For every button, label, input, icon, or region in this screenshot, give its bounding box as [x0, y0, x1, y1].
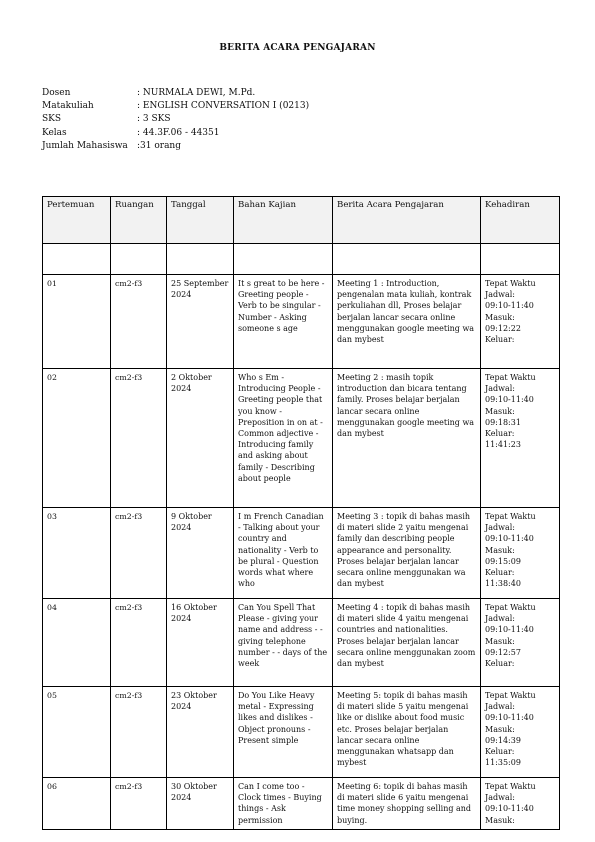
info-row-kelas [42, 127, 309, 140]
kehadiran-line: Masuk: [485, 545, 515, 555]
kehadiran-line: 09:10-11:40 [485, 804, 534, 814]
kehadiran-line: Keluar: [485, 429, 515, 439]
cell-tanggal: 25 September 2024 [167, 275, 234, 369]
header-ruangan: Ruangan [111, 197, 167, 244]
table-row [43, 369, 560, 508]
kehadiran-line: 11:41:23 [485, 440, 521, 450]
cell-kehadiran [481, 369, 560, 508]
kehadiran-line: 09:12:22 [485, 323, 521, 333]
cell-tanggal: 23 Oktober 2024 [167, 687, 234, 778]
cell-pertemuan: 05 [43, 687, 111, 778]
cell-pertemuan: 02 [43, 369, 111, 508]
cell-bahan-kajian: Do You Like Heavy metal - Expressing likes and dislikes - Object pronouns - Present simple [234, 687, 333, 778]
kehadiran-line: 11:38:40 [485, 579, 521, 589]
course-info [42, 87, 309, 153]
cell-kehadiran [481, 508, 560, 599]
cell-ruangan: cm2-f3 [111, 778, 167, 830]
info-row-sks [42, 113, 309, 126]
kehadiran-line: 09:10-11:40 [485, 625, 534, 635]
cell-pertemuan: 06 [43, 778, 111, 830]
kehadiran-line: Keluar: [485, 568, 515, 578]
cell-berita-acara: Meeting 3 : topik di bahas masih di materi slide 2 yaitu mengenai family dan describing people appearance and personality. Proses belajar berjalan lancar secara online menggunakan wa dan mybest [333, 508, 481, 599]
cell-kehadiran [481, 687, 560, 778]
info-label: Jumlah Mahasiswa [42, 140, 128, 151]
table-row [43, 275, 560, 369]
header-berita-acara: Berita Acara Pengajaran [333, 197, 481, 244]
kehadiran-line: 09:18:31 [485, 417, 521, 427]
cell-bahan-kajian: Can You Spell That Please - giving your name and address - - giving telephone number - - days of the week [234, 599, 333, 687]
kehadiran-line: 09:10-11:40 [485, 301, 534, 311]
table-header-row [43, 197, 560, 244]
table-row [43, 508, 560, 599]
table-row [43, 687, 560, 778]
kehadiran-line: Masuk: [485, 406, 515, 416]
header-pertemuan: Pertemuan [43, 197, 111, 244]
kehadiran-status: Tepat Waktu [485, 691, 536, 700]
kehadiran-status: Tepat Waktu [485, 512, 536, 521]
cell-bahan-kajian: Can I come too - Clock times - Buying things - Ask permission [234, 778, 333, 830]
cell-pertemuan: 03 [43, 508, 111, 599]
cell-berita-acara: Meeting 1 : Introduction, pengenalan mata kuliah, kontrak perkuliahan dll, Proses belajar berjalan lancar secara online menggunakan google meeting wa dan mybest [333, 275, 481, 369]
kehadiran-line: Jadwal: [485, 793, 515, 803]
cell-pertemuan: 01 [43, 275, 111, 369]
kehadiran-line: Masuk: [485, 636, 515, 646]
kehadiran-line: Masuk: [485, 312, 515, 322]
table-row [43, 778, 560, 830]
kehadiran-line: Jadwal: [485, 702, 515, 712]
info-row-jumlah-mahasiswa [42, 140, 309, 153]
kehadiran-line: 09:10-11:40 [485, 534, 534, 544]
cell-bahan-kajian: Who s Em - Introducing People - Greeting people that you know - Preposition in on at - Common adjective - Introducing family and asking about family - Describing about people [234, 369, 333, 508]
kehadiran-line: 09:14:39 [485, 735, 521, 745]
kehadiran-status: Tepat Waktu [485, 603, 536, 612]
info-row-dosen [42, 87, 309, 100]
cell-ruangan: cm2-f3 [111, 599, 167, 687]
kehadiran-line: 09:10-11:40 [485, 395, 534, 405]
cell-berita-acara: Meeting 5: topik di bahas masih di materi slide 5 yaitu mengenai like or dislike about food music etc. Proses belajar berjalan lancar secara online menggunakan whatsapp dan mybest [333, 687, 481, 778]
kehadiran-status: Tepat Waktu [485, 373, 536, 382]
info-label: Kelas [42, 127, 67, 138]
cell-berita-acara: Meeting 2 : masih topik introduction dan bicara tentang family. Proses belajar berjalan lancar secara online menggunakan google meeting wa dan mybest [333, 369, 481, 508]
cell-berita-acara: Meeting 4 : topik di bahas masih di materi slide 4 yaitu mengenai countries and nationalities. Proses belajar berjalan lancar secara online menggunakan zoom dan mybest [333, 599, 481, 687]
cell-tanggal: 16 Oktober 2024 [167, 599, 234, 687]
kehadiran-line: Keluar: [485, 659, 515, 669]
info-value: : NURMALA DEWI, M.Pd. [137, 88, 256, 98]
info-row-matakuliah [42, 100, 309, 113]
cell-kehadiran [481, 778, 560, 830]
kehadiran-line: 09:10-11:40 [485, 713, 534, 723]
kehadiran-line: Jadwal: [485, 614, 515, 624]
kehadiran-line: Jadwal: [485, 384, 515, 394]
teaching-record-table [42, 196, 560, 830]
info-value: : 3 SKS [137, 114, 171, 125]
kehadiran-status: Tepat Waktu [485, 279, 536, 288]
info-label: Matakuliah [42, 101, 94, 112]
info-label: SKS [42, 114, 62, 125]
cell-kehadiran [481, 599, 560, 687]
document-title: BERITA ACARA PENGAJARAN [219, 43, 376, 53]
kehadiran-line: Jadwal: [485, 523, 515, 533]
cell-kehadiran [481, 275, 560, 369]
cell-bahan-kajian: It s great to be here - Greeting people - Verb to be singular - Number - Asking someone s age [234, 275, 333, 369]
kehadiran-line: Keluar: [485, 747, 515, 757]
cell-ruangan: cm2-f3 [111, 369, 167, 508]
info-label: Dosen [42, 88, 71, 98]
kehadiran-line: Masuk: [485, 815, 515, 825]
kehadiran-line: Jadwal: [485, 290, 515, 300]
kehadiran-line: 11:35:09 [485, 758, 521, 768]
cell-tanggal: 30 Oktober 2024 [167, 778, 234, 830]
table-row [43, 599, 560, 687]
kehadiran-line: Keluar: [485, 335, 515, 345]
kehadiran-line: 09:12:57 [485, 647, 521, 657]
info-value: : ENGLISH CONVERSATION I (0213) [137, 101, 310, 112]
info-value: :31 orang [137, 140, 181, 151]
kehadiran-line: Masuk: [485, 724, 515, 734]
info-value: : 44.3F.06 - 44351 [137, 127, 220, 138]
kehadiran-status: Tepat Waktu [485, 782, 536, 791]
cell-ruangan: cm2-f3 [111, 508, 167, 599]
cell-pertemuan: 04 [43, 599, 111, 687]
cell-berita-acara: Meeting 6: topik di bahas masih di materi slide 6 yaitu mengenai time money shopping selling and buying. [333, 778, 481, 830]
cell-ruangan: cm2-f3 [111, 275, 167, 369]
header-bahan-kajian: Bahan Kajian [234, 197, 333, 244]
kehadiran-line: 09:15:09 [485, 556, 521, 566]
table-spacer-row [43, 244, 560, 275]
cell-tanggal: 9 Oktober 2024 [167, 508, 234, 599]
cell-bahan-kajian: I m French Canadian - Talking about your country and nationality - Verb to be plural - Question words what where who [234, 508, 333, 599]
header-kehadiran: Kehadiran [481, 197, 560, 244]
cell-tanggal: 2 Oktober 2024 [167, 369, 234, 508]
cell-ruangan: cm2-f3 [111, 687, 167, 778]
header-tanggal: Tanggal [167, 197, 234, 244]
